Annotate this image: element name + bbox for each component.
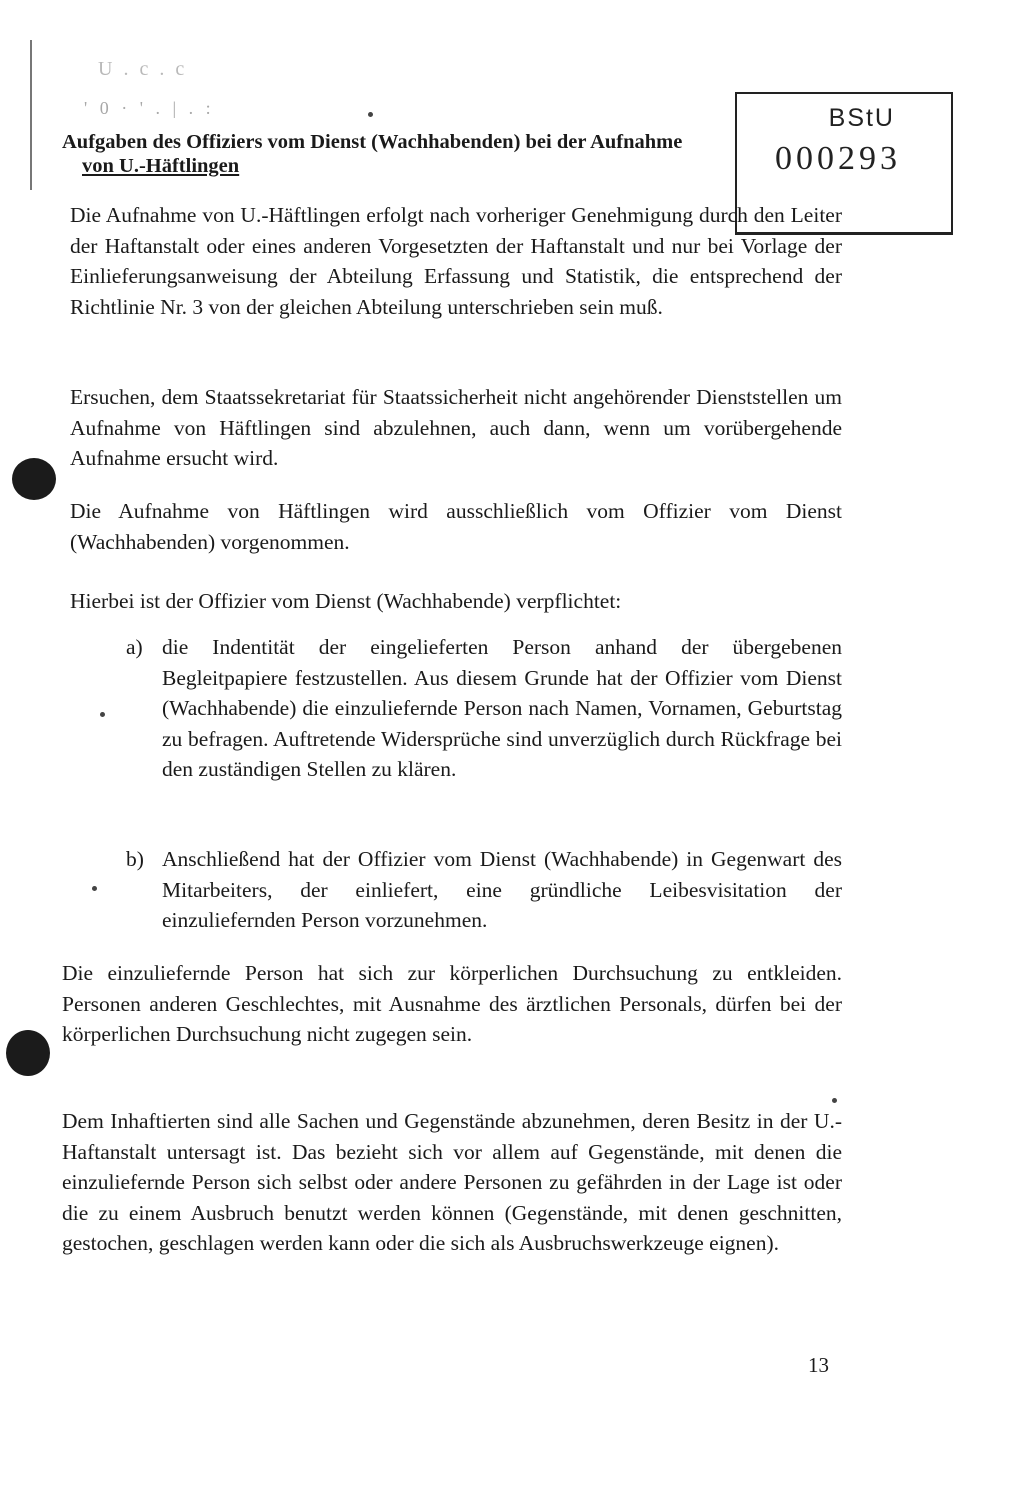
paragraph-2: Ersuchen, dem Staatssekretariat für Staatssicherheit nicht angehörender Dienststellen um Aufnahme von Häftlingen sind abzulehnen, auch dann, wenn um vorübergehende Aufnahme ersucht wird. (70, 385, 842, 470)
list-item-text: die Indentität der eingelieferten Person anhand der übergebenen Begleitpapiere festzustellen. Aus diesem Grunde hat der Offizier vom Dienst (Wachhabende) die einzuliefernde Person nach Namen, Vornamen, Geburtstag zu befragen. Auftretende Widersprüche sind unverzüglich durch Rückfrage bei den zuständigen Stellen zu klären. (162, 635, 842, 781)
paragraph-1: Die Aufnahme von U.-Häftlingen erfolgt nach vorheriger Genehmigung durch den Leiter der Haftanstalt oder eines anderen Vorgesetzten der Haftanstalt und nur bei Vorlage der Einlieferungsanweisung der Abteilung Erfassung und Statistik, die entsprechend der Richtlinie Nr. 3 von der gleichen Abteilung unterschrieben sein muß. (70, 203, 842, 319)
title-line-2: von U.-Häftlingen (82, 155, 240, 177)
punch-hole-mark (12, 458, 56, 500)
page-number: 13 (808, 1353, 829, 1377)
faint-header-marks: U . c . c (98, 58, 188, 80)
paragraph-4: Hierbei ist der Offizier vom Dienst (Wachhabende) verpflichtet: (70, 589, 622, 613)
scan-edge-line (30, 40, 32, 190)
ink-speck (832, 1098, 837, 1103)
stamp-label: BStU (828, 104, 895, 132)
list-item-b (126, 844, 842, 936)
list-item-text: Anschließend hat der Offizier vom Dienst (Wachhabende) in Gegenwart des Mitarbeiters, der einliefert, eine gründliche Leibesvisitation der einzuliefernden Person vorzunehmen. (162, 847, 842, 932)
ink-speck (368, 112, 373, 117)
paragraph-5: Die einzuliefernde Person hat sich zur körperlichen Durchsuchung zu entkleiden. Personen anderen Geschlechtes, mit Ausnahme des ärztlichen Personals, dürfen bei der körperlichen Durchsuchung nicht zugegen sein. (62, 961, 842, 1046)
paragraph-3: Die Aufnahme von Häftlingen wird ausschließlich vom Offizier vom Dienst (Wachhabenden) vorgenommen. (70, 499, 842, 554)
title-line-1: Aufgaben des Offiziers vom Dienst (Wachhabenden) bei der Aufnahme (62, 131, 683, 153)
document-title (62, 130, 782, 178)
ink-speck (100, 712, 105, 717)
list-item-label: b) (126, 847, 144, 871)
faint-header-marks-2: ' 0 · ' . | . : (84, 98, 215, 118)
stamp-number: 000293 (775, 140, 901, 177)
punch-hole-mark (6, 1030, 50, 1076)
list-item-label: a) (126, 635, 143, 659)
ink-speck (92, 886, 97, 891)
list-item-a (126, 632, 842, 785)
paragraph-6: Dem Inhaftierten sind alle Sachen und Gegenstände abzunehmen, deren Besitz in der U.-Haftanstalt untersagt ist. Das bezieht sich vor allem auf Gegenstände, mit denen die einzuliefernde Person sich selbst oder andere Personen zu gefährden in der Lage ist oder die zu einem Ausbruch benutzt werden können (Gegenstände, mit denen geschnitten, gestochen, geschlagen werden kann oder die sich als Ausbruchswerkzeuge eignen). (62, 1109, 842, 1255)
